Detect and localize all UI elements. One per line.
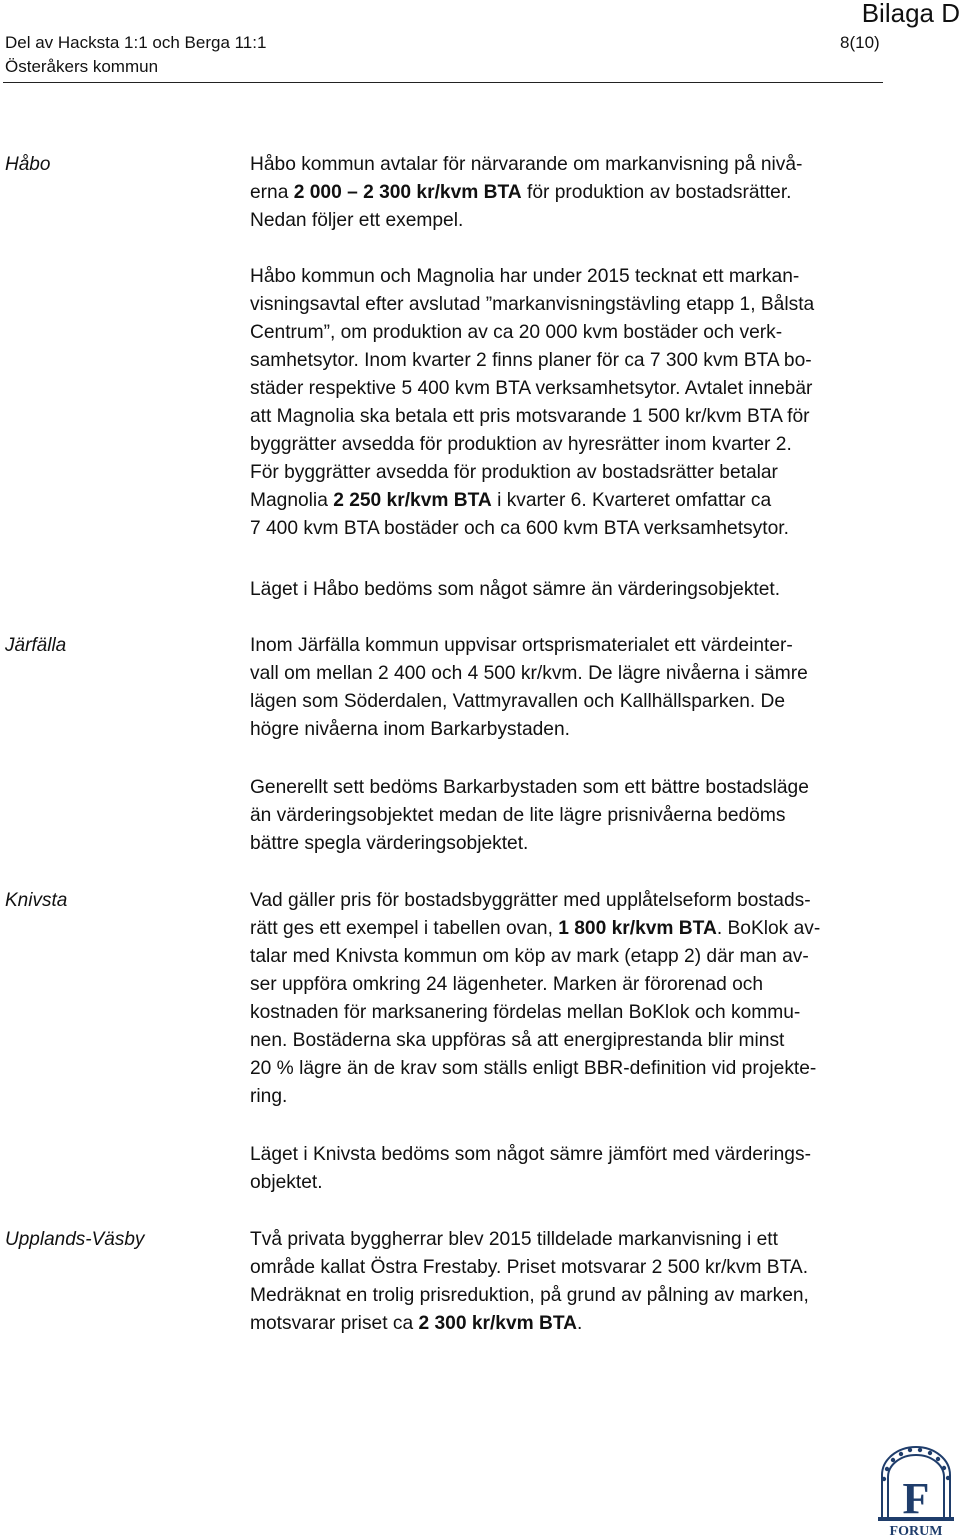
habo-paragraph-1: Håbo kommun avtalar för närvarande om markanvisning på nivå- erna 2 000 – 2 300 kr/kvm BTA för produktion av bostadsrätter. Nedan följer ett exempel.: [250, 154, 803, 231]
forum-logo: [876, 1445, 956, 1539]
habo-paragraph-2: Håbo kommun och Magnolia har under 2015 tecknat ett markan- visningsavtal efter avslutad ”markanvisningstävling etapp 1, Bålsta Centrum”, om produktion av ca 20 000 kvm bostäder och verk- samhetsytor. Inom kvarter 2 finns planer för ca 7 300 kvm BTA bo- städer respektive 5 400 kvm BTA verksamhetsytor. Avtalet innebär att Magnolia ska betala ett pris motsvarande 1 500 kr/kvm BTA för byggrätter avsedda för produktion av hyresrätter inom kvarter 2. För byggrätter avsedda för produktion av bostadsrätter betalar Magnolia 2 250 kr/kvm BTA i kvarter 6. Kvarteret omfattar ca 7 400 kvm BTA bostäder och ca 600 kvm BTA verksamhetsytor.: [250, 266, 815, 539]
header-property: Del av Hacksta 1:1 och Berga 11:1: [5, 33, 267, 52]
knivsta-paragraph-1: Vad gäller pris för bostadsbyggrätter med upplåtelseform bostads- rätt ges ett exempel i tabellen ovan, 1 800 kr/kvm BTA. BoKlok av- talar med Knivsta kommun om köp av mark (etapp 2) där man av- ser uppföra omkring 24 lägenheter. Marken är förorenad och kostnaden för marksanering fördelas mellan BoKlok och kommu- nen. Bostäderna ska uppföras så att energiprestanda blir minst 20 % lägre än de krav som ställs enligt BBR-definition vid projekte- ring.: [250, 890, 821, 1107]
upplands-vasby-paragraph: Två privata byggherrar blev 2015 tilldelade markanvisning i ett område kallat Östra Frestaby. Priset motsvarar 2 500 kr/kvm BTA. Medräknat en trolig prisreduktion, på grund av pålning av marken, motsvarar priset ca 2 300 kr/kvm BTA.: [250, 1229, 809, 1334]
attachment-label: Bilaga D: [861, 0, 960, 28]
jarfalla-paragraph-1: Inom Järfälla kommun uppvisar ortsprismaterialet ett värdeinter- vall om mellan 2 400 och 4 500 kr/kvm. De lägre nivåerna i sämre lägen som Söderdalen, Vattmyravallen och Kallhällsparken. De högre nivåerna inom Barkarbystaden.: [250, 635, 808, 740]
habo-conclusion: Läget i Håbo bedöms som något sämre än värderingsobjektet.: [250, 579, 781, 600]
jarfalla-paragraph-2: Generellt sett bedöms Barkarbystaden som ett bättre bostadsläge än värderingsobjektet medan de lite lägre prisnivåerna bedöms bättre spegla värderingsobjektet.: [250, 777, 809, 854]
page-number: 8(10): [840, 33, 880, 52]
logo-text: FORUM: [889, 1524, 943, 1539]
section-label-habo: Håbo: [5, 154, 51, 175]
header-municipality: Österåkers kommun: [5, 57, 159, 76]
section-label-knivsta: Knivsta: [5, 890, 68, 911]
section-label-upplands-vasby: Upplands-Väsby: [5, 1229, 145, 1250]
header-divider: [3, 82, 883, 83]
knivsta-conclusion: Läget i Knivsta bedöms som något sämre jämfört med värderings- objektet.: [250, 1144, 811, 1193]
logo-letter: F: [902, 1474, 930, 1523]
section-label-jarfalla: Järfälla: [5, 635, 67, 656]
header-left: [5, 31, 266, 79]
